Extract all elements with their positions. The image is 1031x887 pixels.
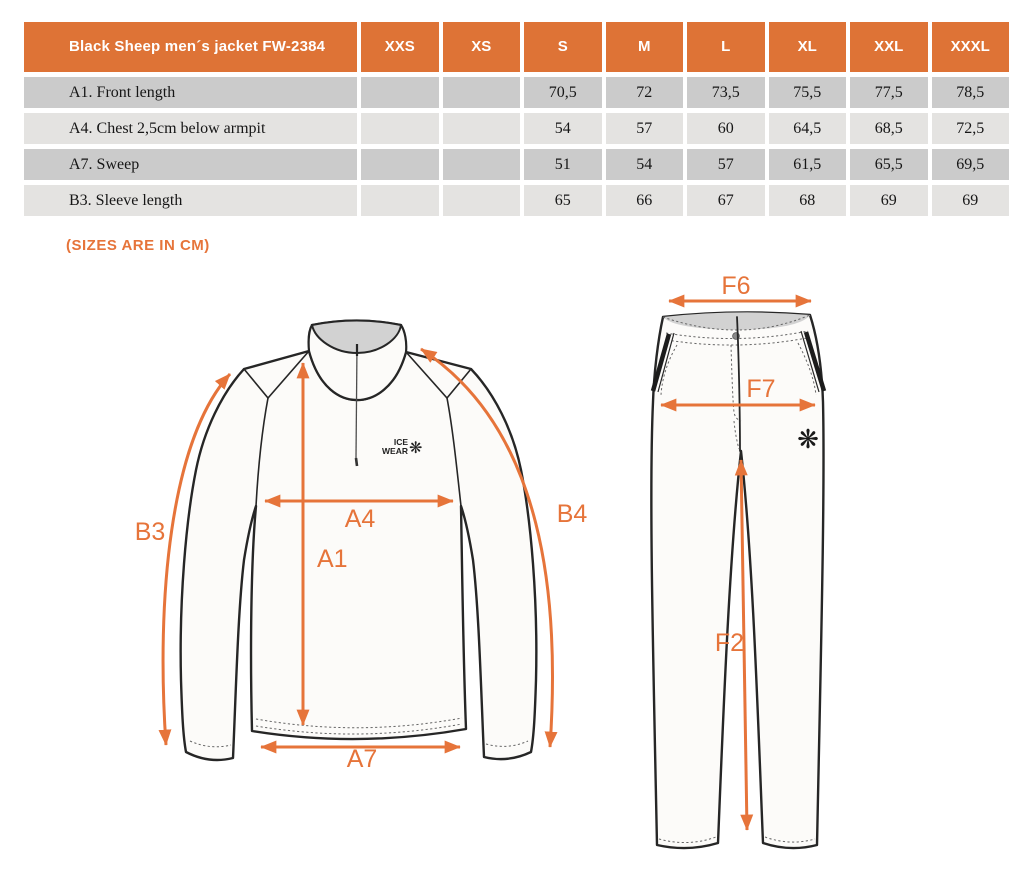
f7-label: F7 — [746, 375, 776, 403]
value-cell: 65 — [524, 185, 602, 216]
row-label-chest: A4. Chest 2,5cm below armpit — [24, 113, 357, 144]
col-header-s: S — [524, 22, 602, 72]
value-cell: 72 — [606, 77, 684, 108]
value-cell: 61,5 — [769, 149, 847, 180]
table-title: Black Sheep men´s jacket FW-2384 — [24, 22, 357, 72]
row-label-front-length: A1. Front length — [24, 77, 357, 108]
col-header-xl: XL — [769, 22, 847, 72]
value-cell: 69 — [932, 185, 1010, 216]
value-cell: 57 — [687, 149, 765, 180]
value-cell: 73,5 — [687, 77, 765, 108]
pants-outline — [651, 312, 823, 848]
row-label-sleeve-length: B3. Sleeve length — [24, 185, 357, 216]
value-cell: 69,5 — [932, 149, 1010, 180]
row-label-sweep: A7. Sweep — [24, 149, 357, 180]
brand-snowflake-icon: ❋ — [409, 440, 423, 457]
value-cell: 69 — [850, 185, 928, 216]
col-header-l: L — [687, 22, 765, 72]
col-header-m: M — [606, 22, 684, 72]
value-cell: 78,5 — [932, 77, 1010, 108]
value-cell: 68,5 — [850, 113, 928, 144]
b3-label: B3 — [134, 518, 166, 546]
value-cell: 77,5 — [850, 77, 928, 108]
col-header-xxs: XXS — [361, 22, 439, 72]
value-cell: 60 — [687, 113, 765, 144]
value-cell: 67 — [687, 185, 765, 216]
brand-logo-line1: ICE — [393, 437, 408, 447]
a4-label: A4 — [344, 505, 376, 533]
sizes-in-cm-note: (SIZES ARE IN CM) — [66, 237, 210, 254]
col-header-xxl: XXL — [850, 22, 928, 72]
value-cell: 66 — [606, 185, 684, 216]
value-cell: 54 — [606, 149, 684, 180]
value-cell: 54 — [524, 113, 602, 144]
value-cell: 51 — [524, 149, 602, 180]
a7-label: A7 — [346, 745, 378, 773]
value-cell: 68 — [769, 185, 847, 216]
pants-drawing — [651, 272, 824, 848]
jacket-body-outline — [181, 351, 537, 760]
a1-label: A1 — [317, 545, 348, 573]
brand-logo-line2: WEAR — [382, 446, 408, 456]
value-cell: 70,5 — [524, 77, 602, 108]
b4-label: B4 — [556, 500, 588, 528]
col-header-xs: XS — [443, 22, 521, 72]
zipper-pull — [356, 458, 357, 466]
jacket-drawing — [135, 321, 588, 774]
value-cell: 72,5 — [932, 113, 1010, 144]
value-cell: 65,5 — [850, 149, 928, 180]
f2-label: F2 — [714, 629, 744, 657]
pants-snowflake-icon: ❋ — [797, 424, 819, 454]
value-cell: 75,5 — [769, 77, 847, 108]
value-cell: 57 — [606, 113, 684, 144]
value-cell: 64,5 — [769, 113, 847, 144]
col-header-xxxl: XXXL — [932, 22, 1010, 72]
f6-label: F6 — [721, 272, 751, 300]
